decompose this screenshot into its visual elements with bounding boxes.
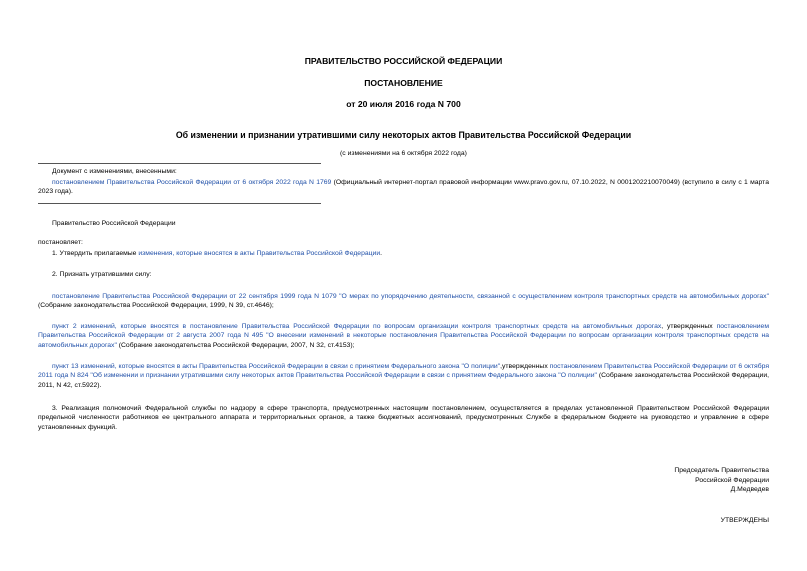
repeal-item-2 xyxy=(38,322,769,350)
item3-link-1[interactable]: пункт 13 изменений, которые вносятся в акты Правительства Российской Федерации в связи с принятием Федерального закона "О полиции" xyxy=(52,363,501,370)
signature-name: Д.Медведев xyxy=(730,486,769,494)
approved-label: УТВЕРЖДЕНЫ xyxy=(720,517,769,524)
item2-mid: , утвержденных xyxy=(661,323,717,330)
changes-paragraph xyxy=(38,178,769,197)
signature-block xyxy=(674,466,769,495)
doc-subtitle: (с изменениями на 6 октября 2022 года) xyxy=(340,150,467,157)
p1-pre: 1. Утвердить прилагаемые xyxy=(52,250,139,257)
doc-date-number: от 20 июля 2016 года N 700 xyxy=(346,99,461,109)
government-line: Правительство Российской Федерации xyxy=(52,220,176,227)
paragraph-2: 2. Признать утратившими силу: xyxy=(52,271,152,278)
paragraph-3: 3. Реализация полномочий Федеральной службы по надзору в сфере транспорта, предусмотренных настоящим постановлением, осуществляется в пределах установленной Правительством Российской Федерации предельной численности работников ее центрального аппарата и территориальных органов, а также бюджетных ассигнований, предусмотренных Службе в федеральном бюджете на руководство и управление в сфере установленных функций. xyxy=(38,405,769,431)
p1-link[interactable]: изменения, которые вносятся в акты Правительства Российской Федерации xyxy=(138,250,381,257)
item3-rest: (Собрание законодательства Российской Федерации, 2011, N 42, ст.5922). xyxy=(38,372,769,389)
p1-post: . xyxy=(380,250,383,257)
item1-rest: (Собрание законодательства Российской Федерации, 1999, N 39, ст.4646); xyxy=(38,302,274,310)
changes-rest: (Официальный интернет-портал правовой информации www.pravo.gov.ru, 07.10.2022, N 0001202210070049) (вступило в силу с 1 марта 2023 года). xyxy=(38,179,769,196)
item2-rest: (Собрание законодательства Российской Федерации, 2007, N 32, ст.4153); xyxy=(116,341,355,349)
divider-top xyxy=(38,163,321,164)
doc-type: ПОСТАНОВЛЕНИЕ xyxy=(364,78,443,88)
changes-link[interactable]: постановлением Правительства Российской Федерации от 6 октября 2022 года N 1769 xyxy=(52,179,332,186)
item3-mid: ,утвержденных xyxy=(500,363,550,370)
repeal-item-1 xyxy=(38,292,769,311)
doc-title: Об изменении и признании утратившими силу некоторых актов Правительства Российской Федерации xyxy=(175,130,632,140)
changes-intro: Документ с изменениями, внесенными: xyxy=(52,168,177,175)
signature-title: Председатель Правительства xyxy=(674,467,769,474)
paragraph-1 xyxy=(52,249,382,258)
org-header: ПРАВИТЕЛЬСТВО РОССИЙСКОЙ ФЕДЕРАЦИИ xyxy=(304,56,503,66)
divider-bottom xyxy=(38,203,321,204)
repeal-item-3 xyxy=(38,362,769,390)
item2-link-2[interactable]: постановлением Правительства Российской Федерации от 2 августа 2007 года N 495 "О внесении изменений в некоторые постановления Правительства Российской Федерации по вопросам организации контроля транспортных средств на автомобильных дорогах" xyxy=(38,323,769,349)
item1-link[interactable]: постановление Правительства Российской Федерации от 22 сентября 1999 года N 1079 "О мерах по упорядочению деятельности, связанной с осуществлением контроля транспортных средств на автомобильных дорогах" xyxy=(52,293,769,300)
item3-link-2[interactable]: постановлением Правительства Российской Федерации от 6 октября 2011 года N 824 "Об изменении и признании утратившими силу некоторых актов Правительства Российской Федерации в связи с принятием Федерального закона "О полиции" xyxy=(38,363,770,380)
decrees-line: постановляет: xyxy=(38,239,83,246)
signature-org: Российской Федерации xyxy=(695,476,769,484)
item2-link-1[interactable]: пункт 2 изменений, которые вносятся в постановление Правительства Российской Федерации по вопросам организации контроля транспортных средств на автомобильных дорогах xyxy=(52,323,662,330)
